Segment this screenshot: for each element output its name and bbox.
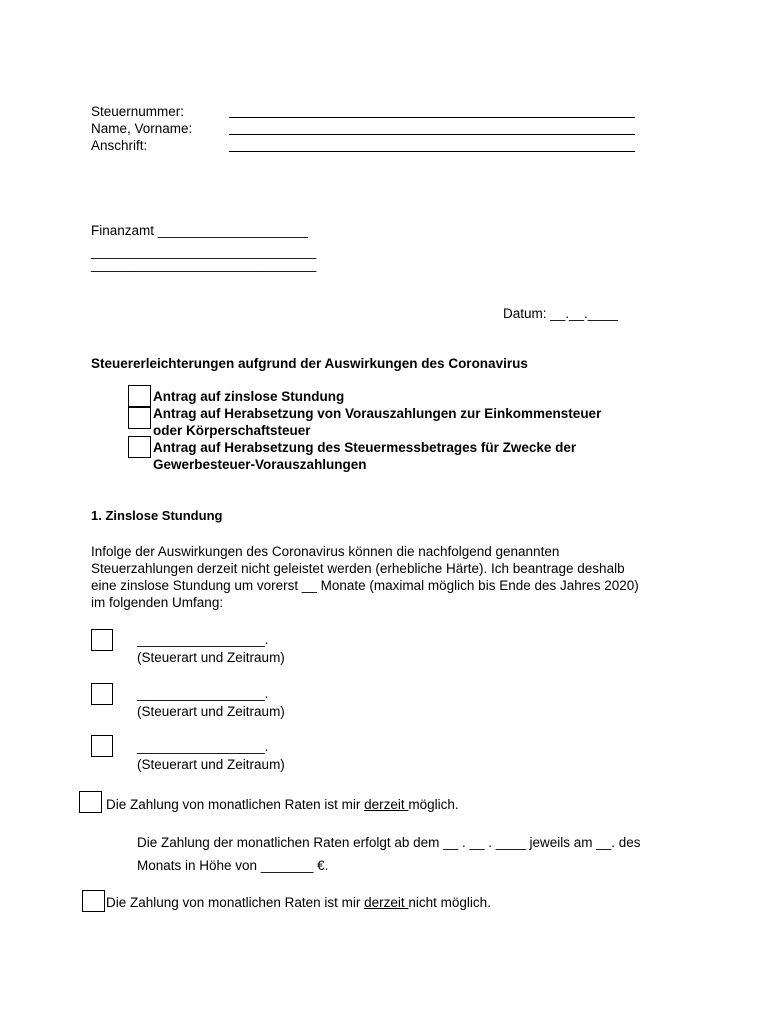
option-label: Antrag auf zinslose Stundung xyxy=(153,389,345,404)
finanzamt-line: ______________________________ xyxy=(91,244,317,259)
item-checkbox[interactable] xyxy=(91,629,113,651)
paragraph-line: Infolge der Auswirkungen des Coronavirus können die nachfolgend genannten xyxy=(91,544,560,559)
name-label: Name, Vorname: xyxy=(91,121,193,136)
raten-nicht-text: Die Zahlung von monatlichen Raten ist mir derzeit nicht möglich. xyxy=(106,895,491,910)
option-checkbox-vorauszahlungen[interactable] xyxy=(128,407,151,429)
option-checkbox-gewerbesteuer[interactable] xyxy=(128,436,151,458)
datum: Datum: __.__.____ xyxy=(503,306,618,321)
section-heading: 1. Zinslose Stundung xyxy=(91,508,223,523)
steuernummer-field[interactable] xyxy=(229,117,635,118)
item-caption: (Steuerart und Zeitraum) xyxy=(137,757,285,772)
option-checkbox-stundung[interactable] xyxy=(128,385,151,407)
document-title: Steuererleichterungen aufgrund der Auswirkungen des Coronavirus xyxy=(91,356,528,371)
item-checkbox[interactable] xyxy=(91,683,113,705)
steuernummer-label: Steuernummer: xyxy=(91,104,185,119)
anschrift-label: Anschrift: xyxy=(91,138,148,153)
raten-nicht-checkbox[interactable] xyxy=(82,890,105,912)
option-label: Antrag auf Herabsetzung von Vorauszahlungen zur Einkommensteuer xyxy=(153,406,602,421)
finanzamt-label: Finanzamt ____________________ xyxy=(91,223,308,238)
anschrift-field[interactable] xyxy=(229,151,635,152)
item-caption: (Steuerart und Zeitraum) xyxy=(137,650,285,665)
option-label: Antrag auf Herabsetzung des Steuermessbetrages für Zwecke der xyxy=(153,440,577,455)
finanzamt-line: ______________________________ xyxy=(91,257,317,272)
item-blank[interactable]: _________________. xyxy=(137,686,269,701)
paragraph-line: eine zinslose Stundung um vorerst __ Monate (maximal möglich bis Ende des Jahres 2020) xyxy=(91,578,639,593)
paragraph-line: im folgenden Umfang: xyxy=(91,595,224,610)
name-field[interactable] xyxy=(229,134,635,135)
option-label: Gewerbesteuer-Vorauszahlungen xyxy=(153,457,367,472)
option-label: oder Körperschaftsteuer xyxy=(153,423,311,438)
item-caption: (Steuerart und Zeitraum) xyxy=(137,704,285,719)
paragraph-line: Steuerzahlungen derzeit nicht geleistet werden (erhebliche Härte). Ich beantrage deshalb xyxy=(91,561,625,576)
item-checkbox[interactable] xyxy=(91,735,113,757)
item-blank[interactable]: _________________. xyxy=(137,739,269,754)
raten-detail-line: Die Zahlung der monatlichen Raten erfolgt ab dem __ . __ . ____ jeweils am __. des xyxy=(137,835,641,850)
item-blank[interactable]: _________________. xyxy=(137,632,269,647)
raten-moeglich-text: Die Zahlung von monatlichen Raten ist mir derzeit möglich. xyxy=(106,797,459,812)
raten-detail-line: Monats in Höhe von _______ €. xyxy=(137,858,329,873)
raten-moeglich-checkbox[interactable] xyxy=(79,791,102,813)
